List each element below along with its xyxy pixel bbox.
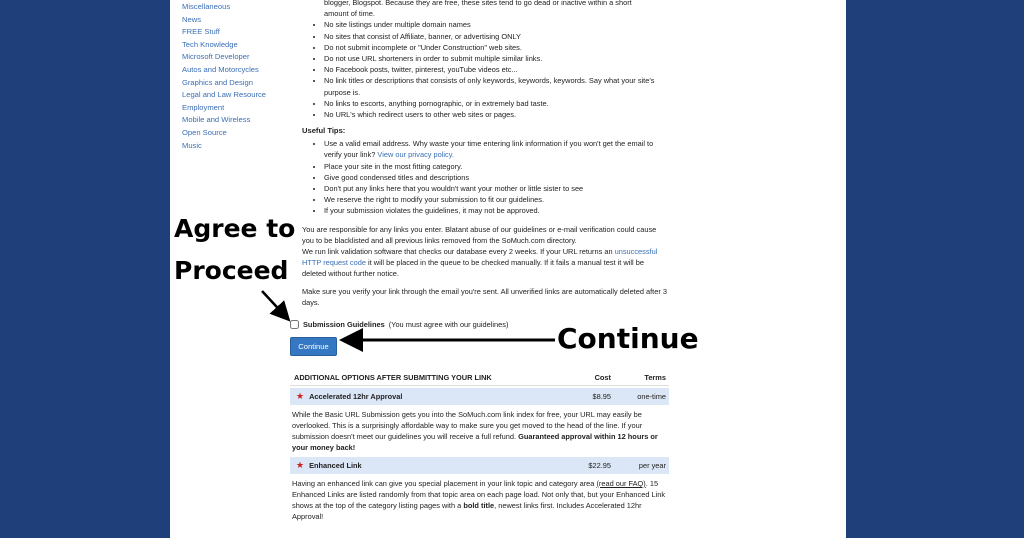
option-description: Having an enhanced link can give you special placement in your link topic and category area (read our FAQ). 15 Enhanced Links are listed randomly from that topic area on each page load. Not only that, but your Enhanced Link shows at the top of the category listing pages with a bold title, newest links first. Includes Accelerated 12hr Approval! — [292, 479, 666, 521]
option-cost: $22.95 — [588, 461, 611, 470]
rule-item: • Do not use URL shorteners in order to submit multiple similar links. — [324, 53, 670, 64]
sidebar-item-mobile-wireless[interactable]: Mobile and Wireless — [182, 115, 251, 125]
tip-item: • Place your site in the most fitting category. — [324, 161, 670, 172]
sidebar-item-autos-motorcycles[interactable]: Autos and Motorcycles — [182, 64, 259, 74]
sidebar-item-news[interactable]: News — [182, 14, 201, 24]
verify-text: Make sure you verify your link through the email you're sent. All unverified links are automatically deleted after 3 days. — [302, 286, 667, 307]
continue-annotation: Continue — [557, 322, 699, 355]
rule-item: • No link titles or descriptions that consists of only keywords, keywords, keywords. Say what your site's purpose is. — [324, 75, 670, 97]
star-icon: ★ — [296, 391, 305, 401]
agree-label: Submission Guidelines — [303, 320, 385, 329]
tip-item: • We reserve the right to modify your submission to fit our guidelines. — [324, 194, 670, 205]
option-description: While the Basic URL Submission gets you into the SoMuch.com link index for free, your URL may easily be overlooked. This is a surprisingly affordable way to make sure you get moved to the head of the line. If your submission doesn't meet our guidelines you will receive a full refund. Guaranteed approval within 12 hours or your money back! — [292, 410, 658, 452]
responsibility-text: You are responsible for any links you enter. Blatant abuse of our guidelines or e-mail verification could cause you to be blacklisted and all previous links removed from the SoMuch.com directory. — [302, 224, 657, 245]
option-name: Enhanced Link — [309, 461, 362, 470]
agree-arrow — [262, 291, 287, 318]
rule-item: • No site listings under multiple domain names — [324, 19, 670, 30]
terms-header: Terms — [644, 372, 666, 382]
sidebar-item-open-source[interactable]: Open Source — [182, 127, 227, 137]
sidebar-item-free-stuff[interactable]: FREE Stuff — [182, 27, 220, 37]
rule-item: • No URL's which redirect users to other web sites or pages. — [324, 109, 670, 120]
sidebar-item-music[interactable]: Music — [182, 140, 202, 150]
sidebar-item-miscellaneous[interactable]: Miscellaneous — [182, 2, 231, 11]
option-terms: one-time — [637, 392, 666, 401]
option-name: Accelerated 12hr Approval — [309, 392, 403, 401]
option-cost: $8.95 — [592, 392, 611, 401]
sidebar-item-employment[interactable]: Employment — [182, 102, 225, 112]
validation-text: We run link validation software that checks our database every 2 weeks. If your URL returns an unsuccessful HTTP request code it will be placed in the queue to be checked manually. If it fails a manual test it will be deleted without further notice. — [302, 247, 658, 279]
tip-item: • Don't put any links here that you wouldn't want your mother or little sister to see — [324, 183, 670, 194]
agree-annotation: Agree to Proceed — [174, 214, 296, 285]
options-title: ADDITIONAL OPTIONS AFTER SUBMITTING YOUR LINK — [294, 372, 492, 382]
agree-note: (You must agree with our guidelines) — [388, 320, 509, 329]
rule-item: • No Facebook posts, twitter, pinterest, youTube videos etc... — [324, 64, 670, 75]
star-icon: ★ — [296, 460, 305, 470]
rule-item: • No sites that consist of Affiliate, banner, or advertising ONLY — [324, 31, 670, 42]
sidebar-item-microsoft-developer[interactable]: Microsoft Developer — [182, 52, 250, 62]
tip-item: • Use a valid email address. Why waste your time entering link information if you won't get the email to verify your link? View our privacy policy. — [324, 138, 670, 160]
tip-item: • Give good condensed titles and descriptions — [324, 172, 670, 183]
rule-item: • No links to escorts, anything pornographic, or in extremely bad taste. — [324, 98, 670, 109]
cost-header: Cost — [594, 372, 611, 382]
sidebar-item-legal-law[interactable]: Legal and Law Resource — [182, 90, 267, 100]
rule-partial: blogger, Blogspot. Because they are free, these sites tend to go dead or inactive within a short amount of time. — [324, 0, 632, 19]
faq-link[interactable]: (read our FAQ) — [596, 479, 646, 488]
continue-button[interactable]: Continue — [290, 337, 337, 356]
rule-item: • Do not submit incomplete or "Under Construction" web sites. — [324, 42, 670, 53]
sidebar-item-tech-knowledge[interactable]: Tech Knowledge — [182, 39, 238, 49]
sidebar-item-graphics-design[interactable]: Graphics and Design — [182, 77, 253, 87]
tip-item: • If your submission violates the guidelines, it may not be approved. — [324, 205, 670, 216]
http-request-code-link[interactable]: unsuccessful HTTP request code — [302, 247, 658, 268]
privacy-policy-link[interactable]: View our privacy policy. — [377, 150, 454, 160]
useful-tips-heading: Useful Tips: — [302, 126, 346, 136]
option-terms: per year — [638, 461, 666, 470]
